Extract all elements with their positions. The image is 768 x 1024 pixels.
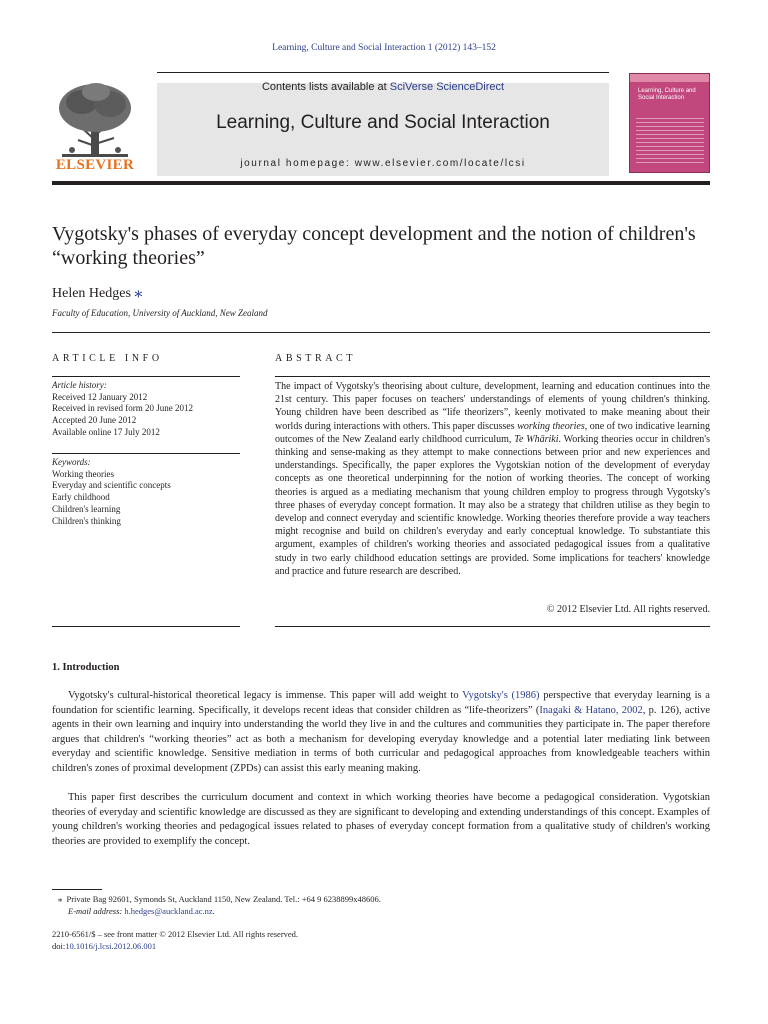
intro-paragraph-1 [52, 689, 710, 777]
history-item: Accepted 20 June 2012 [52, 415, 137, 426]
email-link[interactable]: h.hedges@auckland.ac.nz [124, 906, 213, 916]
keywords-block [52, 457, 240, 527]
keyword-item: Children's thinking [52, 515, 121, 526]
keyword-item: Everyday and scientific concepts [52, 480, 171, 491]
header-thick-rule [52, 181, 710, 185]
citation-link-inagaki[interactable]: Inagaki & Hatano, 2002 [539, 704, 643, 716]
header-top-rule [157, 72, 609, 73]
body-text: This paper first describes the curriculum document and context in which working theories have become a pedagogical consideration. Vygotskian theories of everyday and scientific knowledge are discussed as they are significant to developing and extending understandings of this concept. Examples of young children's working theories and pedagogical issues related to phases of everyday concept formation from a qualitative study of children's working theories are provided to exemplify the concept. [52, 792, 710, 847]
doi-link[interactable]: 10.1016/j.lcsi.2012.06.001 [65, 941, 157, 951]
history-item: Available online 17 July 2012 [52, 426, 160, 437]
article-info-bottom-rule [52, 626, 240, 627]
body-text: perspective that everyday learning is a foundation for scientific learning. Specifically, it develops recent ideas that consider children as “life-theorizers” ( [52, 690, 710, 716]
history-item: Received in revised form 20 June 2012 [52, 403, 193, 414]
contents-line [157, 81, 609, 93]
abstract-part: , one of two indicative learning outcomes of the New Zealand early childhood curriculum, [275, 420, 710, 445]
article-info-rule [52, 376, 240, 377]
keyword-item: Early childhood [52, 492, 110, 503]
journal-citation[interactable]: Learning, Culture and Social Interaction 1 (2012) 143–152 [272, 43, 496, 53]
footnote-address [58, 893, 381, 905]
issn-line: 2210-6561/$ – see front matter © 2012 Elsevier Ltd. All rights reserved. [52, 929, 299, 939]
abstract-bottom-rule [275, 626, 710, 627]
sciverse-link[interactable]: SciVerse ScienceDirect [389, 81, 505, 93]
author-name: Helen Hedges [52, 286, 131, 301]
doi-line [52, 940, 156, 952]
footnote-email [68, 905, 215, 917]
contents-prefix: Contents lists available at [261, 81, 390, 93]
abstract-italic-term: Te Whāriki [514, 433, 559, 445]
title-rule [52, 332, 710, 333]
cover-band [630, 74, 709, 82]
author-affiliation: Faculty of Education, University of Auckland, New Zealand [52, 308, 268, 318]
cover-text-lines [636, 118, 704, 166]
body-text: , p. 126), active agents in their own learning and inquiry into understanding the world they live in and the cultures and communities they participate in. The paper therefore argues that children's “working theories” act as both a mechanism for developing everyday knowledge and a potential later mediating link between everyday and scientific knowledge. Sensitive mediation in terms of both curricular and pedagogical approaches from knowledgeable teachers within children's zones of proximal development (ZPDs) can assist this early meaning making. [52, 704, 710, 774]
keywords-label: Keywords: [52, 457, 91, 467]
journal-cover-image [629, 73, 710, 173]
citation-link-vygotsky[interactable]: Vygotsky's (1986) [462, 690, 540, 701]
keywords-rule [52, 453, 240, 454]
footnote-address-text: Private Bag 92601, Symonds St, Auckland 1150, New Zealand. Tel.: +64 9 6238899x48606. [66, 894, 381, 904]
abstract-part: . Working theories occur in children's thinking and sense-making as they attempt to make connections between prior and new experiences and understandings. Specifically, the paper explores the Vygotskian notion of the development of everyday concepts as one theoretical underpinning for the notion of working theories. The concept of working theories is argued as a mediating mechanism that young children employ to progress through Vygotsky's three phases of everyday concept formation. It may also be a strategy that children utilise as they begin to develop and connect everyday and scientific knowledge. Working theories therefore provide a way teachers might recognise and build on children's everyday and early conceptual knowledge. To substantiate this argument, examples of children's working theories and associated pedagogical issues from a qualitative study in two early childhood education settings are provided. Some implications for teachers' knowledge and practice and future research are described. [275, 433, 710, 577]
abstract-text [275, 380, 710, 578]
abstract-italic-term: working theories [517, 420, 585, 432]
abstract-copyright: © 2012 Elsevier Ltd. All rights reserved. [546, 604, 710, 615]
introduction-heading: 1. Introduction [52, 662, 120, 673]
abstract-part: The impact of Vygotsky's theorising about culture, development, learning and education continues into the 21st century. This paper focuses on teachers' understandings of elements of young children's thinking. Young children have been described as “life theorizers”, keenly motivated to make meaning about their worlds during interactions with others. This paper discusses [275, 381, 710, 432]
article-title: Vygotsky's phases of everyday concept development and the notion of children's “working theories” [52, 223, 696, 269]
author-footnote-mark[interactable]: ⁎ [134, 284, 143, 301]
history-item: Received 12 January 2012 [52, 391, 148, 402]
doi-label: doi: [52, 941, 66, 951]
abstract-rule [275, 376, 710, 377]
body-text: Vygotsky's cultural-historical theoretical legacy is immense. This paper will add weight to [68, 690, 463, 701]
email-label: E-mail address: [68, 906, 123, 916]
history-label: Article history: [52, 380, 107, 390]
keyword-item: Children's learning [52, 503, 121, 514]
article-history [52, 380, 240, 439]
footnote-rule [52, 889, 102, 890]
keyword-item: Working theories [52, 468, 115, 479]
article-info-heading: ARTICLE INFO [52, 353, 163, 364]
abstract-heading: ABSTRACT [275, 353, 357, 364]
intro-paragraph-2 [52, 791, 710, 849]
cover-title: Learning, Culture and Social Interaction [638, 88, 696, 101]
elsevier-wordmark: ELSEVIER [55, 157, 135, 173]
email-end: . [212, 906, 215, 916]
journal-name: Learning, Culture and Social Interaction [216, 112, 550, 133]
author-line [52, 282, 142, 302]
footnote-mark: ⁎ [58, 894, 63, 904]
journal-homepage[interactable]: journal homepage: www.elsevier.com/locate/lcsi [240, 158, 526, 169]
